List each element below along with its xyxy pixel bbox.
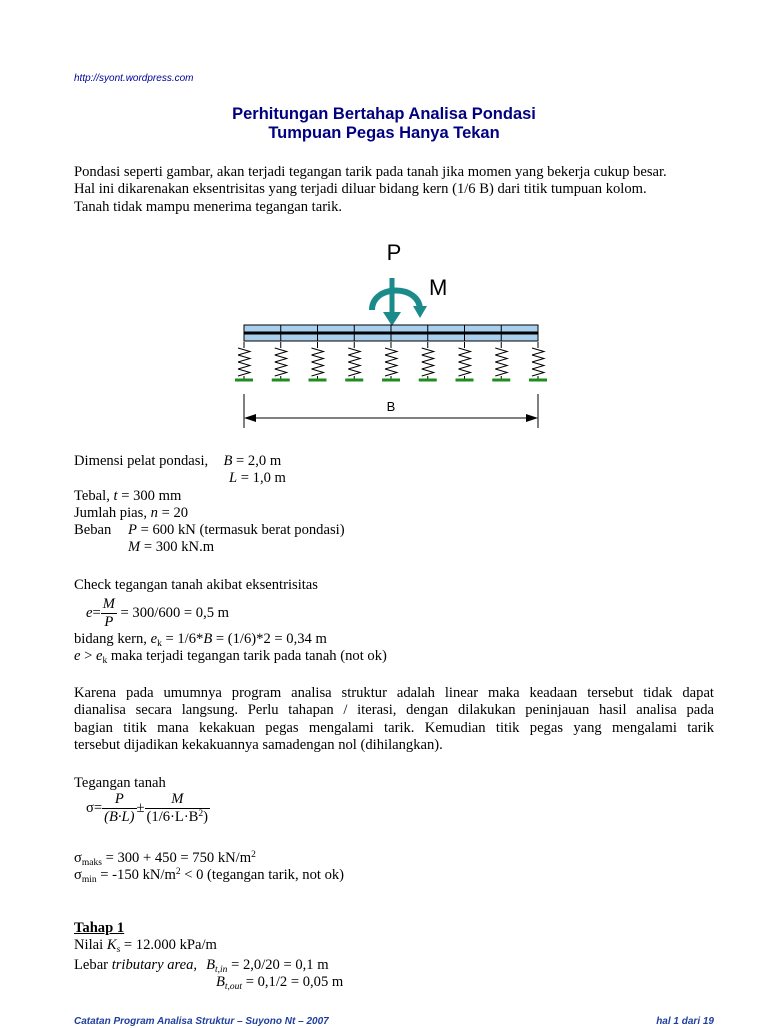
- dim-l-value: = 1,0 m: [237, 470, 286, 487]
- stress-fraction-2: [145, 791, 211, 827]
- tebal-line: [74, 488, 474, 505]
- load-label-p: P: [386, 240, 402, 265]
- jumlah-symbol: n: [150, 504, 158, 521]
- ks-subscript: s: [116, 945, 121, 955]
- plus-minus: ±: [136, 800, 145, 817]
- stress-num-2: M: [171, 791, 184, 807]
- beban-p-symbol: P: [128, 522, 137, 539]
- sigma-max-symbol: σ: [74, 850, 82, 866]
- ks-label: Nilai: [74, 937, 107, 953]
- cmp-gt: >: [80, 648, 97, 664]
- ks-line: [74, 937, 217, 954]
- explanation-line-3: bagian titik mana kekakuan pegas mengalami tarik. Kemudian titik pegas yang mengalami tarik: [74, 719, 714, 736]
- dim-label: Dimensi pelat pondasi,: [74, 453, 209, 469]
- stress-heading: Tegangan tanah: [74, 775, 166, 791]
- spring-support: [345, 342, 363, 380]
- explanation-paragraph: [74, 685, 714, 754]
- kern-value: = (1/6)*2 = 0,34 m: [212, 631, 327, 647]
- ks-symbol: K: [106, 937, 117, 953]
- beban-p-line: [74, 522, 474, 539]
- cmp-ek: e: [96, 648, 103, 664]
- kern-mid: = 1/6*: [161, 631, 204, 647]
- explanation-line-2: dianalisa secara langsung. Perlu tahapan / iterasi, dengan dilakukan peninjauan hasil analisa pada: [74, 702, 714, 719]
- stress-den-2-close: ): [203, 809, 209, 826]
- intro-line-1: Pondasi seperti gambar, akan terjadi tegangan tarik pada tanah jika momen yang bekerja cukup besar.: [74, 164, 667, 180]
- cmp-subscript: k: [102, 656, 108, 666]
- dimension-block: [74, 453, 474, 557]
- spring-coil: [348, 342, 360, 380]
- e-fraction: [101, 596, 117, 632]
- jumlah-value: = 20: [157, 504, 189, 521]
- jumlah-line: [74, 505, 474, 522]
- eccentricity-formula: e= $\frac{M}{P}$ = 300/600 = 0,5 m: [86, 596, 230, 631]
- stress-num-1: P: [114, 791, 124, 807]
- moment-arc: [372, 291, 420, 311]
- spring-support: [382, 342, 400, 380]
- stress-den-2-sup: 2: [198, 809, 204, 820]
- foundation-figure: [230, 236, 560, 436]
- sigma-max-line: [74, 850, 256, 867]
- tebal-label: Tebal,: [74, 487, 114, 504]
- beban-m-line: [74, 539, 474, 556]
- moment-label-m: M: [429, 275, 448, 300]
- spring-support: [492, 342, 510, 380]
- beban-label: Beban: [74, 522, 112, 539]
- beban-m-symbol: M: [128, 539, 141, 556]
- page-footer: [74, 1016, 714, 1028]
- dim-arrow-left: [244, 414, 256, 422]
- intro-line-3: Tanah tidak mampu menerima tegangan tarik.: [74, 198, 343, 215]
- kern-line: [74, 631, 327, 648]
- jumlah-label: Jumlah pias,: [74, 504, 151, 521]
- stress-den-2-text: (1/6·L·B: [146, 809, 199, 826]
- sigma-min-conclusion: < 0 (tegangan tarik, not ok): [180, 867, 345, 883]
- dim-l-symbol: L: [229, 470, 238, 487]
- stress-fraction-1: [102, 791, 136, 827]
- sigma-max-value: = 300 + 450 = 750 kN/m: [101, 850, 252, 866]
- e-numerator: M: [102, 596, 115, 612]
- spring-supports: [235, 342, 547, 380]
- kern-symbol: e: [150, 631, 158, 647]
- sigma-symbol: σ: [86, 800, 94, 817]
- tributary-in-line: [74, 957, 329, 974]
- tributary-out-line: [216, 974, 343, 991]
- bin-subscript: t,in: [215, 965, 228, 975]
- spring-support: [272, 342, 290, 380]
- check-heading: Check tegangan tanah akibat eksentrisitas: [74, 577, 318, 593]
- tahap-heading: Tahap 1: [74, 920, 125, 936]
- intro-paragraph: [74, 164, 714, 216]
- spring-support: [419, 342, 437, 380]
- sigma-min-value: = -150 kN/m: [96, 867, 176, 883]
- stress-formula: [86, 791, 210, 827]
- sigma-max-subscript: maks: [81, 858, 102, 868]
- e-symbol: e: [86, 605, 93, 622]
- ks-value: = 12.000 kPa/m: [120, 937, 217, 953]
- sigma-min-sup: 2: [175, 867, 181, 877]
- cmp-conclusion: maka terjadi tegangan tarik pada tanah (not ok): [107, 648, 387, 664]
- beban-m-value: = 300 kN.m: [140, 539, 215, 556]
- spring-coil: [459, 342, 471, 380]
- spring-coil: [532, 342, 544, 380]
- footer-left: Catatan Program Analisa Struktur – Suyono Nt – 2007: [74, 1016, 329, 1027]
- spring-coil: [238, 342, 250, 380]
- header-url[interactable]: http://syont.wordpress.com: [74, 73, 194, 84]
- tebal-symbol: t: [113, 487, 118, 504]
- bout-subscript: t,out: [224, 982, 243, 992]
- kern-b: B: [203, 631, 213, 647]
- kern-subscript: k: [157, 639, 162, 649]
- bout-symbol: B: [216, 974, 225, 990]
- bin-value: = 2,0/20 = 0,1 m: [227, 957, 329, 973]
- stress-equals: =: [93, 800, 103, 817]
- dim-l-line: [74, 470, 474, 487]
- sigma-max-sup: 2: [251, 850, 256, 860]
- stress-den-2: [145, 808, 211, 826]
- cmp-e: e: [74, 648, 81, 664]
- e-result: = 300/600 = 0,5 m: [116, 605, 230, 622]
- title-line-1: Perhitungan Bertahap Analisa Pondasi: [232, 105, 536, 123]
- width-label-b: B: [386, 399, 396, 414]
- kern-label: bidang kern,: [74, 631, 151, 647]
- spring-support: [456, 342, 474, 380]
- title-line-2: Tumpuan Pegas Hanya Tekan: [268, 124, 500, 142]
- dim-b-value: = 2,0 m: [232, 453, 282, 469]
- beban-p-value: = 600 kN (termasuk berat pondasi): [136, 522, 345, 539]
- dim-b-line: [74, 453, 474, 470]
- intro-line-2: Hal ini dikarenakan eksentrisitas yang terjadi diluar bidang kern (1/6 B) dari titik tumpuan kolom.: [74, 181, 647, 198]
- load-arrow-head: [383, 312, 401, 326]
- stress-den-1: (B·L): [104, 809, 135, 826]
- moment-arrowhead: [413, 306, 427, 318]
- spring-coil: [385, 342, 397, 380]
- spring-coil: [422, 342, 434, 380]
- compare-line: [74, 648, 387, 665]
- dim-b-symbol: B: [223, 453, 233, 469]
- sigma-min-symbol: σ: [74, 867, 82, 883]
- tributary-italic: tributary area,: [111, 957, 198, 973]
- spring-coil: [495, 342, 507, 380]
- page-title: [0, 105, 768, 143]
- spring-coil: [312, 342, 324, 380]
- explanation-line-1: Karena pada umumnya program analisa struktur adalah linear maka keadaan tersebut tidak dapat: [74, 685, 714, 701]
- bout-value: = 0,1/2 = 0,05 m: [242, 974, 344, 990]
- tributary-label: Lebar: [74, 957, 112, 973]
- sigma-min-line: [74, 867, 344, 884]
- sigma-min-subscript: min: [81, 875, 97, 885]
- dim-arrow-right: [526, 414, 538, 422]
- bin-symbol: B: [206, 957, 216, 973]
- spring-support: [235, 342, 253, 380]
- explanation-line-4: tersebut dijadikan kekakuannya samadengan nol (dihilangkan).: [74, 736, 443, 753]
- spring-support: [529, 342, 547, 380]
- spring-coil: [275, 342, 287, 380]
- spring-support: [309, 342, 327, 380]
- footer-page-number: hal 1 dari 19: [656, 1016, 714, 1027]
- e-denominator: P: [101, 613, 117, 631]
- tebal-value: = 300 mm: [117, 487, 182, 504]
